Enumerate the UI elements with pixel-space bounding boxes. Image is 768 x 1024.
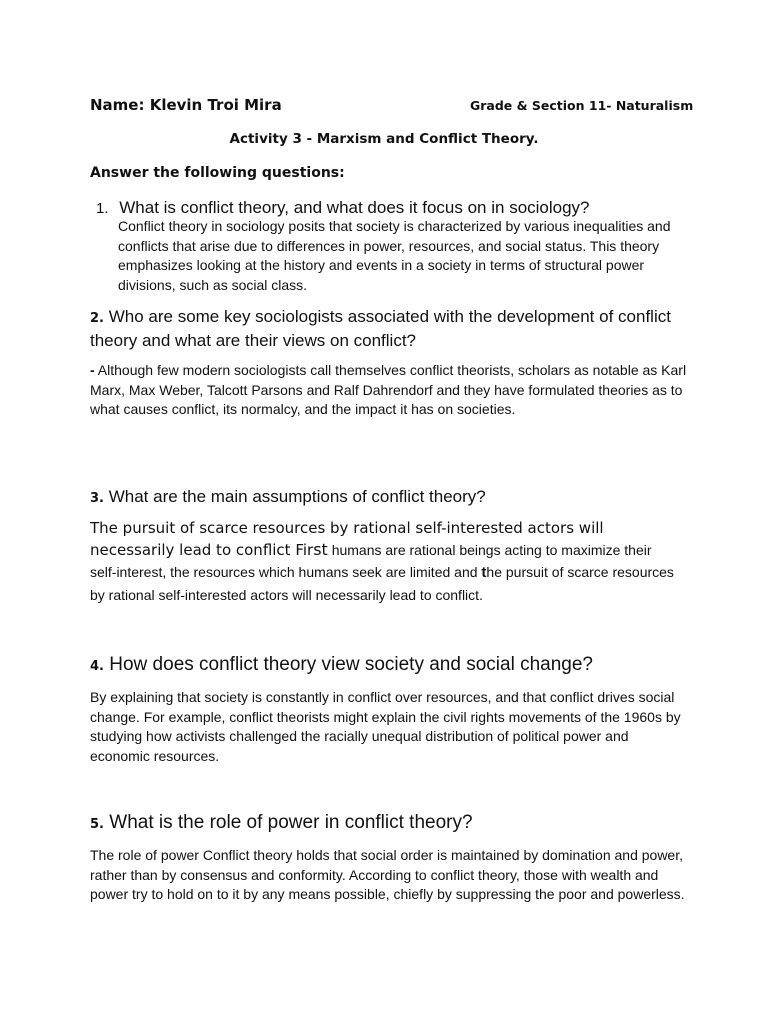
question-text: What is the role of power in conflict theory? (109, 812, 473, 833)
question-number: 2. (90, 311, 104, 326)
answer-fragment: st (313, 540, 328, 559)
answer-dash: - (90, 362, 95, 378)
answer-5: The role of power Conflict theory holds that social order is maintained by domination and power, rather than by consensus and conformity. According to conflict theory, those with wealth and power try to hold on to it by any means possible, chiefly by suppressing the poor and powerless. (90, 847, 685, 902)
student-name: Name: Klevin Troi Mira (90, 96, 282, 114)
question-2 (90, 306, 690, 352)
answer-text: Although few modern sociologists call themselves conflict theorists, scholars as notable as Karl Marx, Max Weber, Talcott Parsons and Ralf Dahrendorf and they have formulated theories as to what causes conflict, its normalcy, and the impact it has on societies. (90, 362, 687, 417)
question-4 (90, 654, 593, 678)
grade-section: Grade & Section 11- Naturalism (470, 98, 694, 113)
answer-1: Conflict theory in sociology posits that society is characterized by various inequalities and conflicts that arise due to differences in power, resources, and social status. This theory emphasizes looking at the history and events in a society in terms of structural power divisions, such as social class. (118, 218, 671, 293)
answer-lead: The pursuit of scarce resources by rational self-interested actors will necessarily lead to conflict (90, 519, 604, 559)
answer-2 (90, 361, 690, 420)
question-number: 4. (90, 659, 104, 674)
question-text: What are the main assumptions of conflict theory? (108, 487, 486, 506)
answer-fragment: t (481, 564, 487, 581)
question-5 (90, 812, 473, 836)
answer-body: humans are rational beings acting to maximize their self-interest, the resources which humans seek are limited and (90, 542, 652, 580)
instructions: Answer the following questions: (90, 165, 345, 181)
question-number: 1. (96, 200, 109, 217)
question-text: Who are some key sociologists associated with the development of conflict theory and what are their views on conflict? (90, 307, 671, 350)
question-text: How does conflict theory view society and social change? (109, 654, 593, 675)
question-3 (90, 486, 486, 510)
activity-title: Activity 3 - Marxism and Conflict Theory. (229, 131, 539, 147)
question-number: 3. (90, 491, 104, 506)
answer-body: he pursuit of scarce resources by rational self-interested actors will necessarily lead to conflict. (90, 564, 674, 603)
question-text: What is conflict theory, and what does it focus on in sociology? (119, 198, 590, 217)
answer-fragment: Fir (290, 541, 314, 559)
answer-3 (90, 517, 680, 606)
question-number: 5. (90, 817, 104, 832)
answer-4: By explaining that society is constantly in conflict over resources, and that conflict drives social change. For example, conflict theorists might explain the civil rights movements of the 1960s by studying how activists challenged the racially unequal distribution of political power and economic resources. (90, 689, 681, 764)
